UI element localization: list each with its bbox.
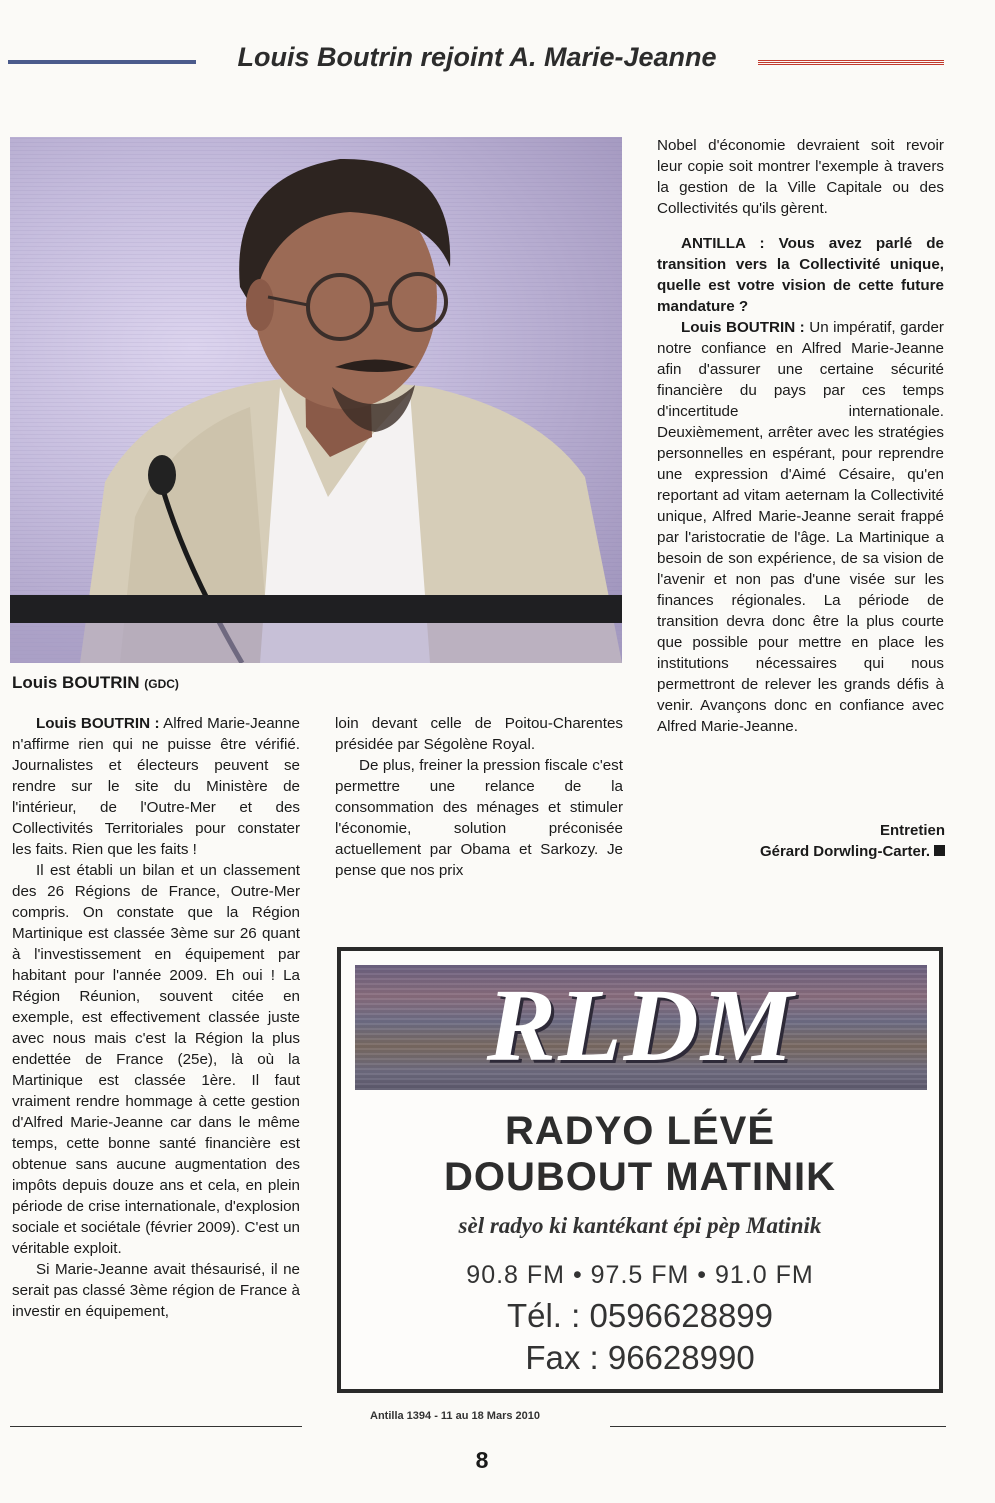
interview-question: ANTILLA : Vous avez parlé de transition vers la Collectivité unique, quelle est votre vision de cette future mandature ?	[657, 235, 944, 315]
paragraph	[12, 713, 300, 860]
ad-name-line2: DOUBOUT MATINIK	[444, 1155, 836, 1199]
paragraph: De plus, freiner la pression fiscale c'est permettre une relance de la consommation des ménages et stimuler l'économie, solution préconisée actuellement par Obama et Sarkozy. Je pense que nos prix	[335, 757, 623, 879]
ad-tagline: sèl radyo ki kantékant épi pèp Matinik	[458, 1213, 822, 1238]
paragraph: Il est établi un bilan et un classement des 26 Régions de France, Outre-Mer compris. On constate que la Région Martinique est classée 3ème sur 26 quant à l'investissement en équipement par habitant pour l'année 2009. Eh oui ! La Région Réunion, souvent citée en exemple, est effectivement classée juste avec nous mais c'est la Région la plus endettée de France (25e), là où la Martinique est classée 1ère. Il faut vraiment rendre hommage à cette gestion d'Alfred Marie-Jeanne car dans le même temps, cette bonne santé financière est obtenue sans aucune augmentation des impôts depuis douze ans et cela, en plein période de crise internationale, d'explosion sociale et sociétale (février 2009). C'est un véritable exploit.	[12, 862, 300, 1257]
radio-advertisement	[337, 947, 943, 1393]
paragraph: loin devant celle de Poitou-Charentes présidée par Ségolène Royal.	[335, 715, 623, 753]
paragraph: Nobel d'économie devraient soit revoir leur copie soit montrer l'exemple à travers la gestion de la Ville Capitale ou des Collectivités qu'ils gèrent.	[657, 137, 944, 217]
column-2	[335, 713, 623, 881]
photo-caption	[12, 673, 179, 693]
column-3	[657, 135, 944, 737]
speaker-label: Louis BOUTRIN :	[36, 715, 160, 732]
footer-rule-left	[10, 1426, 302, 1427]
paragraph	[657, 317, 944, 737]
header-rule-right	[758, 60, 944, 65]
signature	[760, 820, 945, 862]
footer-rule-right	[610, 1426, 946, 1427]
caption-name: Louis BOUTRIN	[12, 673, 140, 692]
paragraph: Si Marie-Jeanne avait thésaurisé, il ne serait pas classé 3ème région de France à investir en équipement,	[12, 1261, 300, 1320]
article-title: Louis Boutrin rejoint A. Marie-Jeanne	[237, 42, 717, 72]
header-rule-left	[8, 60, 196, 64]
page-number: 8	[475, 1447, 489, 1473]
ad-phone: Tél. : 0596628899	[506, 1297, 774, 1334]
speaker-label: Louis BOUTRIN :	[681, 319, 805, 336]
signature-label: Entretien	[879, 822, 945, 839]
caption-credit: (GDC)	[144, 677, 179, 691]
column-1	[12, 713, 300, 1322]
issue-info: Antilla 1394 - 11 au 18 Mars 2010	[370, 1410, 540, 1422]
portrait-photo	[10, 137, 622, 663]
ad-fax: Fax : 96628990	[525, 1339, 755, 1376]
ad-logo: RLDM	[486, 968, 796, 1083]
paragraph-text: Alfred Marie-Jeanne n'affirme rien qui ne puisse être vérifié. Journalistes et électeurs peuvent se rendre sur le site du Ministère de l'intérieur, de l'Outre-Mer et des Collectivités Territoriales pour constater les faits. Rien que les faits !	[12, 715, 300, 858]
paragraph-text: Un impératif, garder notre confiance en Alfred Marie-Jeanne afin d'assurer une certaine sécurité financière du pays par ces temps d'incertitude internationale. Deuxièmement, arrêter avec les stratégies personnelles en espérant, pour reprendre une expression d'Aimé Césaire, qu'en reportant ad vitam aeternam la Collectivité unique, Alfred Marie-Jeanne serait frappé par l'aristocratie de l'âge. La Martinique a besoin de son expérience, de sa vision de l'avenir et non pas d'une visée sur les finances régionales. La période de transition devra donc être la plus courte que possible pour mettre en place les institutions nécessaires qui nous permettront de relever les grands défis à venir. Avançons donc en confiance avec Alfred Marie-Jeanne.	[657, 319, 944, 735]
ad-banner	[355, 965, 927, 1090]
ad-name-line1: RADYO LÉVÉ	[504, 1109, 776, 1153]
portrait-illustration	[10, 137, 622, 663]
end-square-icon	[934, 845, 945, 856]
signature-author: Gérard Dorwling-Carter.	[759, 843, 930, 860]
ad-frequencies: 90.8 FM • 97.5 FM • 91.0 FM	[466, 1261, 814, 1289]
